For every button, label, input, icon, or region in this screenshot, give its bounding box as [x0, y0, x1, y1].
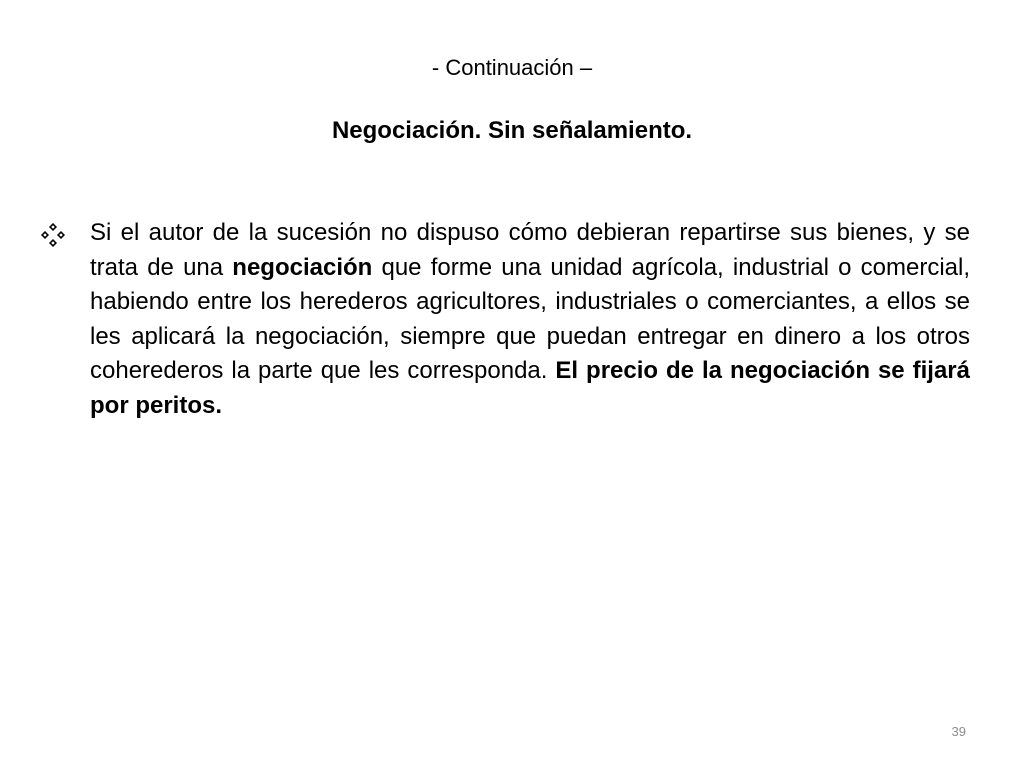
page-number: 39 — [951, 724, 966, 739]
diamond-quad-icon — [40, 222, 66, 248]
slide-subtitle: - Continuación – — [431, 55, 593, 80]
slide-title: Negociación. Sin señalamiento. — [331, 117, 693, 144]
text-segment-bold: negociación — [232, 253, 373, 281]
bullet-text — [90, 216, 970, 423]
bullet-list — [40, 216, 970, 423]
text-segment: que forme una unidad agrícola, industrial o comercial, habiendo entre los herederos agricultores, industriales o comerciantes, a ellos se les aplicará la negociación, siempre que puedan entregar en dinero a los otros coherederos la parte que les corresponda. — [90, 253, 970, 384]
text-segment-bold: El precio de la negociación se fijará por peritos. — [90, 357, 970, 419]
text-segment: Si el autor de la sucesión no dispuso cómo debieran repartirse sus bienes, y se trata de una — [90, 219, 970, 281]
bullet-item — [40, 216, 970, 423]
